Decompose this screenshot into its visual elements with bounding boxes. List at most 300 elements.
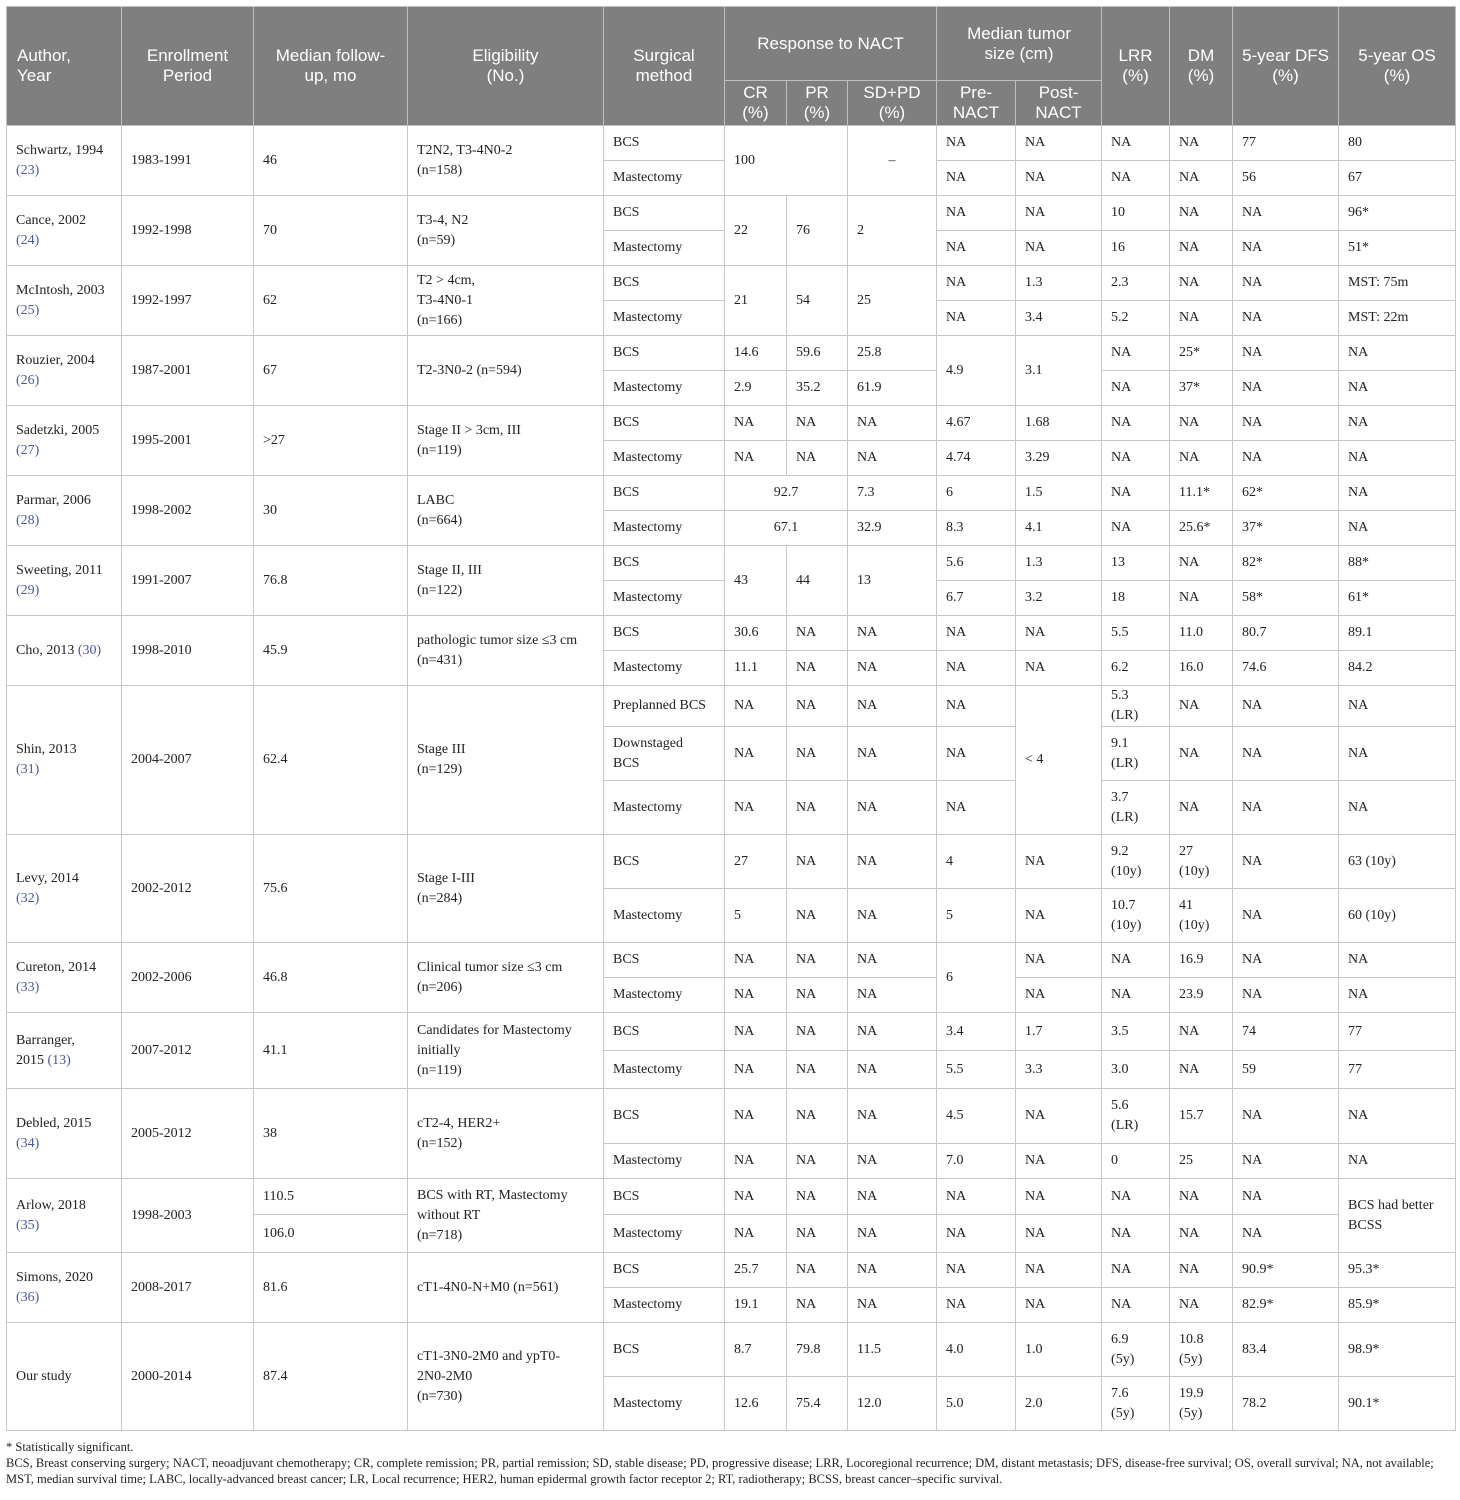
- cell-text: NA: [796, 799, 817, 815]
- table-cell: [848, 1215, 937, 1253]
- cell-text: Parmar, 2006: [16, 492, 91, 508]
- table-cell: [408, 686, 604, 835]
- table-cell: [604, 616, 725, 651]
- cell-text: NA: [857, 853, 878, 869]
- cell-text: 82.9*: [1242, 1297, 1274, 1312]
- cell-text: 80: [1348, 135, 1363, 150]
- table-cell: [1102, 1051, 1170, 1089]
- cell-text: NA: [796, 415, 817, 430]
- table-cell: [1339, 336, 1456, 371]
- cell-text: 67: [263, 362, 277, 378]
- table-cell: [1233, 1089, 1339, 1144]
- col-header-pr: PR (%): [787, 81, 848, 126]
- cell-text: NA: [1179, 450, 1200, 465]
- cell-text: NA: [1111, 1297, 1132, 1312]
- col-header-surgical: Surgical method: [604, 7, 725, 126]
- table-row: [7, 336, 1456, 371]
- cell-text: 1998-2002: [131, 502, 192, 518]
- cell-text: BCS: [613, 1262, 640, 1277]
- cell-text: 2005-2012: [131, 1125, 192, 1141]
- cell-text: BCS had better BCSS: [1348, 1197, 1434, 1233]
- table-cell: [848, 336, 937, 371]
- table-cell: [787, 196, 848, 266]
- cell-text: 46.8: [263, 969, 288, 985]
- table-cell: [787, 266, 848, 336]
- table-cell: [122, 1253, 254, 1323]
- cell-text: 79.8: [796, 1341, 821, 1357]
- cell-text: 43: [734, 572, 748, 588]
- table-cell: [725, 1179, 787, 1215]
- table-cell: [1016, 1253, 1102, 1288]
- table-cell: [254, 1089, 408, 1179]
- table-cell: [1016, 581, 1102, 616]
- table-cell: [848, 835, 937, 889]
- cell-text: NA: [1025, 1188, 1046, 1204]
- cell-text: 98.9*: [1348, 1341, 1380, 1357]
- cell-text: NA: [946, 1262, 967, 1277]
- table-cell: [1016, 231, 1102, 266]
- table-cell: [1170, 406, 1233, 441]
- cell-text: NA: [796, 1023, 817, 1039]
- table-cell: [1016, 161, 1102, 196]
- table-cell: [1102, 581, 1170, 616]
- footnote-significance: * Statistically significant.: [6, 1440, 134, 1454]
- cell-text: NA: [796, 1225, 817, 1241]
- table-cell: [787, 686, 848, 727]
- table-cell: [1339, 978, 1456, 1013]
- cell-text: 6.9 (5y): [1111, 1331, 1135, 1367]
- cell-text: NA: [796, 745, 817, 761]
- table-cell: [848, 616, 937, 651]
- cell-text: 77: [1348, 1061, 1363, 1077]
- cell-text: 1992-1997: [131, 292, 192, 308]
- cell-text: NA: [1025, 170, 1046, 185]
- table-cell: [1016, 889, 1102, 943]
- table-row: [7, 1323, 1456, 1377]
- table-cell: [604, 336, 725, 371]
- table-cell: [1102, 371, 1170, 406]
- table-cell: [787, 1144, 848, 1179]
- cell-text: 63 (10y): [1348, 853, 1396, 869]
- col-header-dfs: 5-year DFS (%): [1233, 7, 1339, 126]
- table-cell: [1233, 1051, 1339, 1089]
- table-cell: [1339, 616, 1456, 651]
- table-cell: [1233, 511, 1339, 546]
- cell-text: BCS: [613, 345, 640, 360]
- cell-text: 2.3: [1111, 275, 1129, 290]
- cell-text: NA: [1025, 1108, 1046, 1123]
- table-cell: [937, 1179, 1016, 1215]
- table-cell: [937, 651, 1016, 686]
- cell-text: Mastectomy: [613, 1153, 683, 1168]
- table-cell: [1170, 686, 1233, 727]
- table-cell: [1016, 1179, 1102, 1215]
- cell-text: NA: [1111, 170, 1132, 185]
- table-cell: [604, 686, 725, 727]
- table-cell: [7, 476, 122, 546]
- cell-text: NA: [1242, 240, 1263, 255]
- cell-text: 1983-1991: [131, 152, 192, 168]
- table-cell: [1233, 1288, 1339, 1323]
- table-cell: [408, 1089, 604, 1179]
- table-cell: [254, 943, 408, 1013]
- table-cell: [1170, 1051, 1233, 1089]
- table-cell: [1016, 1013, 1102, 1051]
- table-cell: [7, 546, 122, 616]
- cell-text: NA: [734, 799, 755, 815]
- table-cell: [1170, 126, 1233, 161]
- cell-text: 1.7: [1025, 1023, 1043, 1039]
- cell-text: NA: [1242, 1108, 1263, 1123]
- cell-text: 10.8 (5y): [1179, 1331, 1204, 1367]
- table-cell: [604, 476, 725, 511]
- reference-link[interactable]: (29): [16, 582, 40, 598]
- cell-text: 45.9: [263, 642, 288, 658]
- table-cell: [604, 1144, 725, 1179]
- reference-link[interactable]: (31): [16, 762, 40, 777]
- cell-text: NA: [946, 625, 967, 640]
- reference-link[interactable]: (30): [77, 642, 102, 658]
- table-cell: [1016, 686, 1102, 835]
- table-cell: [604, 978, 725, 1013]
- table-cell: [725, 196, 787, 266]
- col-header-os: 5-year OS (%): [1339, 7, 1456, 126]
- cell-text: NA: [946, 1297, 967, 1312]
- cell-text: NA: [734, 952, 755, 967]
- table-cell: [1102, 511, 1170, 546]
- table-cell: [725, 943, 787, 978]
- cell-text: –: [888, 152, 896, 168]
- table-cell: [1170, 441, 1233, 476]
- table-cell: [937, 1253, 1016, 1288]
- cell-text: 3.4: [946, 1023, 964, 1039]
- reference-link[interactable]: (27): [16, 442, 40, 458]
- cell-text: 25: [1179, 1153, 1194, 1168]
- cell-text: NA: [1242, 1188, 1263, 1204]
- table-cell: [937, 616, 1016, 651]
- cell-text: NA: [857, 799, 878, 815]
- cell-text: NA: [1025, 1153, 1046, 1168]
- table-cell: [7, 1179, 122, 1253]
- cell-text: Barranger, 2015: [16, 1032, 75, 1068]
- table-cell: [1233, 266, 1339, 301]
- cell-text: Shin, 2013: [16, 742, 77, 757]
- reference-link[interactable]: (35): [16, 1217, 40, 1233]
- table-cell: [122, 406, 254, 476]
- table-cell: [604, 231, 725, 266]
- cell-text: 81.6: [263, 1279, 288, 1295]
- table-cell: [1233, 781, 1339, 835]
- table-cell: [1233, 406, 1339, 441]
- cell-text: NA: [1242, 1153, 1263, 1168]
- reference-link[interactable]: (13): [47, 1052, 71, 1068]
- cell-text: BCS: [613, 952, 640, 967]
- table-cell: [1339, 1013, 1456, 1051]
- cell-text: NA: [857, 987, 878, 1002]
- table-cell: [1339, 406, 1456, 441]
- table-cell: [1102, 441, 1170, 476]
- table-cell: [1339, 1089, 1456, 1144]
- cell-text: NA: [857, 415, 878, 430]
- table-cell: [725, 1013, 787, 1051]
- table-cell: [408, 196, 604, 266]
- cell-text: NA: [946, 1225, 967, 1241]
- table-cell: [604, 266, 725, 301]
- table-cell: [787, 1253, 848, 1288]
- cell-text: NA: [1111, 1225, 1132, 1241]
- table-cell: [408, 476, 604, 546]
- table-cell: [122, 546, 254, 616]
- table-cell: [1339, 476, 1456, 511]
- cell-text: 1.0: [1025, 1341, 1043, 1357]
- table-cell: [1016, 196, 1102, 231]
- cell-text: NA: [1348, 380, 1369, 395]
- table-cell: [408, 835, 604, 943]
- cell-text: 90.1*: [1348, 1395, 1380, 1411]
- table-cell: [1339, 371, 1456, 406]
- cell-text: NA: [1242, 380, 1263, 395]
- table-cell: [1016, 511, 1102, 546]
- cell-text: NA: [1025, 135, 1046, 150]
- cell-text: NA: [1179, 1225, 1200, 1241]
- table-cell: [937, 266, 1016, 301]
- table-cell: [1233, 889, 1339, 943]
- table-cell: [1016, 1323, 1102, 1377]
- table-cell: [725, 266, 787, 336]
- cell-text: 1998-2003: [131, 1207, 192, 1223]
- table-cell: [937, 161, 1016, 196]
- cell-text: NA: [1348, 345, 1369, 360]
- reference-link[interactable]: (24): [16, 232, 40, 248]
- cell-text: NA: [1348, 745, 1369, 761]
- cell-text: Simons, 2020: [16, 1269, 94, 1285]
- cell-text: 106.0: [263, 1225, 295, 1241]
- cell-text: NA: [946, 310, 967, 325]
- cell-text: 2002-2012: [131, 880, 192, 896]
- cell-text: NA: [796, 450, 817, 465]
- cell-text: NA: [857, 1262, 878, 1277]
- cell-text: NA: [1025, 625, 1046, 640]
- table-cell: [1339, 1288, 1456, 1323]
- table-cell: [408, 1253, 604, 1323]
- table-cell: [1170, 835, 1233, 889]
- cell-text: NA: [946, 745, 967, 761]
- cell-text: NA: [1179, 745, 1200, 761]
- table-cell: [122, 336, 254, 406]
- table-cell: [604, 835, 725, 889]
- col-header-lrr: LRR (%): [1102, 7, 1170, 126]
- cell-text: Cho, 2013: [16, 642, 78, 658]
- table-cell: [1170, 1179, 1233, 1215]
- reference-link[interactable]: (32): [16, 890, 40, 906]
- table-cell: [1102, 126, 1170, 161]
- cell-text: NA: [946, 170, 967, 185]
- table-cell: [1170, 336, 1233, 371]
- table-cell: [604, 1253, 725, 1288]
- cell-text: NA: [734, 415, 755, 430]
- cell-text: NA: [1025, 952, 1046, 967]
- table-cell: [937, 546, 1016, 581]
- cell-text: BCS: [613, 1023, 640, 1039]
- cell-text: NA: [1242, 415, 1263, 430]
- table-row: [7, 1253, 1456, 1288]
- cell-text: 4.74: [946, 450, 971, 465]
- cell-text: Mastectomy: [613, 450, 683, 465]
- table-cell: [787, 1089, 848, 1144]
- cell-text: 110.5: [263, 1188, 294, 1204]
- cell-text: NA: [1348, 952, 1369, 967]
- cell-text: 62*: [1242, 485, 1264, 500]
- cell-text: >27: [263, 432, 285, 448]
- cell-text: Mastectomy: [613, 799, 683, 815]
- table-cell: [1102, 231, 1170, 266]
- cell-text: NA: [946, 698, 967, 713]
- cell-text: Levy, 2014: [16, 870, 79, 886]
- cell-text: 6: [946, 969, 954, 985]
- reference-link[interactable]: (28): [16, 512, 40, 528]
- table-cell: [787, 546, 848, 616]
- cell-text: NA: [1025, 660, 1046, 675]
- footnote-abbreviations: BCS, Breast conserving surgery; NACT, neoadjuvant chemotherapy; CR, complete remission; PR, partial remission; SD, stable disease; PD, progressive disease; LRR, Locoregional recurrence; DM, distant metastasis; DFS, disease-free survival; OS, overall survival; NA, not available; MST, median survival time; LABC, locally-advanced breast cancer; LR, Local recurrence; HER2, human epidermal growth factor receptor 2; RT, radiotherapy; BCSS, breast cancer–specific survival.: [6, 1456, 1434, 1486]
- table-cell: [1233, 231, 1339, 266]
- table-cell: [848, 406, 937, 441]
- table-cell: [1233, 476, 1339, 511]
- table-cell: [1016, 126, 1102, 161]
- table-cell: [1170, 978, 1233, 1013]
- cell-text: 44: [796, 572, 810, 588]
- col-header-dm: DM (%): [1170, 7, 1233, 126]
- cell-text: 1.68: [1025, 415, 1050, 430]
- reference-link[interactable]: (26): [16, 372, 40, 388]
- cell-text: Stage I-III (n=284): [417, 870, 475, 906]
- cell-text: NA: [1111, 415, 1132, 430]
- table-cell: [604, 511, 725, 546]
- table-row: [7, 476, 1456, 511]
- table-footnotes: [6, 1439, 1455, 1487]
- table-cell: [1170, 1323, 1233, 1377]
- cell-text: NA: [1025, 1225, 1046, 1241]
- cell-text: Downstaged BCS: [613, 735, 683, 771]
- table-cell: [1102, 889, 1170, 943]
- table-cell: [1233, 1253, 1339, 1288]
- cell-text: 5: [946, 907, 954, 923]
- cell-text: Mastectomy: [613, 170, 683, 185]
- table-cell: [7, 943, 122, 1013]
- table-cell: [787, 616, 848, 651]
- cell-text: NA: [734, 987, 755, 1002]
- table-cell: [937, 781, 1016, 835]
- table-cell: [1102, 1377, 1170, 1431]
- cell-text: BCS: [613, 1188, 640, 1204]
- table-cell: [725, 511, 848, 546]
- cell-text: 4.1: [1025, 520, 1043, 535]
- reference-link[interactable]: (33): [16, 979, 40, 995]
- cell-text: NA: [734, 1108, 755, 1123]
- cell-text: Preplanned BCS: [613, 698, 706, 713]
- cell-text: NA: [1242, 698, 1263, 713]
- cell-text: NA: [1179, 240, 1200, 255]
- cell-text: NA: [1348, 799, 1369, 815]
- table-cell: [1102, 1144, 1170, 1179]
- table-cell: [725, 406, 787, 441]
- table-cell: [604, 546, 725, 581]
- cell-text: BCS: [613, 555, 640, 570]
- table-cell: [1339, 781, 1456, 835]
- table-cell: [725, 727, 787, 781]
- reference-link[interactable]: (36): [16, 1289, 40, 1305]
- cell-text: cT1-4N0-N+M0 (n=561): [417, 1279, 559, 1295]
- cell-text: Mastectomy: [613, 987, 683, 1002]
- cell-text: 2000-2014: [131, 1368, 192, 1384]
- cell-text: T2N2, T3-4N0-2 (n=158): [417, 142, 513, 178]
- cell-text: NA: [1025, 240, 1046, 255]
- cell-text: 67.1: [773, 520, 799, 535]
- cell-text: 30.6: [734, 625, 759, 640]
- table-cell: [848, 266, 937, 336]
- cell-text: NA: [734, 1153, 755, 1168]
- cell-text: 88*: [1348, 555, 1370, 570]
- cell-text: MST: 22m: [1348, 310, 1409, 325]
- cell-text: 1.3: [1025, 555, 1043, 570]
- table-cell: [937, 581, 1016, 616]
- table-row: [7, 1013, 1456, 1051]
- cell-text: NA: [734, 698, 755, 713]
- table-cell: [848, 889, 937, 943]
- table-cell: [937, 441, 1016, 476]
- cell-text: 75.4: [796, 1395, 821, 1411]
- table-row: [7, 126, 1456, 161]
- cell-text: 38: [263, 1125, 277, 1141]
- cell-text: NA: [1242, 205, 1263, 220]
- cell-text: T3-4, N2 (n=59): [417, 212, 469, 248]
- reference-link[interactable]: (23): [16, 162, 40, 178]
- cell-text: 74: [1242, 1023, 1257, 1039]
- table-cell: [1016, 1051, 1102, 1089]
- table-cell: [1102, 1013, 1170, 1051]
- cell-text: 62.4: [263, 752, 288, 767]
- cell-text: NA: [857, 907, 878, 923]
- table-cell: [7, 1253, 122, 1323]
- table-cell: [937, 943, 1016, 1013]
- reference-link[interactable]: (25): [16, 302, 40, 318]
- cell-text: NA: [796, 1188, 817, 1204]
- reference-link[interactable]: (34): [16, 1135, 40, 1151]
- table-cell: [848, 1089, 937, 1144]
- table-cell: [408, 126, 604, 196]
- table-cell: [1339, 686, 1456, 727]
- cell-text: NA: [796, 987, 817, 1002]
- table-cell: [1170, 1288, 1233, 1323]
- table-row: [7, 686, 1456, 727]
- cell-text: 58*: [1242, 590, 1264, 605]
- table-cell: [787, 336, 848, 371]
- table-cell: [1339, 943, 1456, 978]
- cell-text: 6: [946, 485, 954, 500]
- cell-text: 3.2: [1025, 590, 1043, 605]
- cell-text: 85.9*: [1348, 1297, 1380, 1312]
- table-cell: [1016, 1144, 1102, 1179]
- table-cell: [1016, 1288, 1102, 1323]
- cell-text: NA: [1179, 275, 1200, 290]
- table-cell: [1016, 616, 1102, 651]
- cell-text: 37*: [1242, 520, 1264, 535]
- cell-text: 41.1: [263, 1042, 288, 1058]
- cell-text: 7.3: [857, 485, 875, 500]
- table-cell: [1170, 301, 1233, 336]
- cell-text: 22: [734, 222, 748, 238]
- cell-text: 89.1: [1348, 625, 1373, 640]
- cell-text: NA: [734, 1061, 755, 1077]
